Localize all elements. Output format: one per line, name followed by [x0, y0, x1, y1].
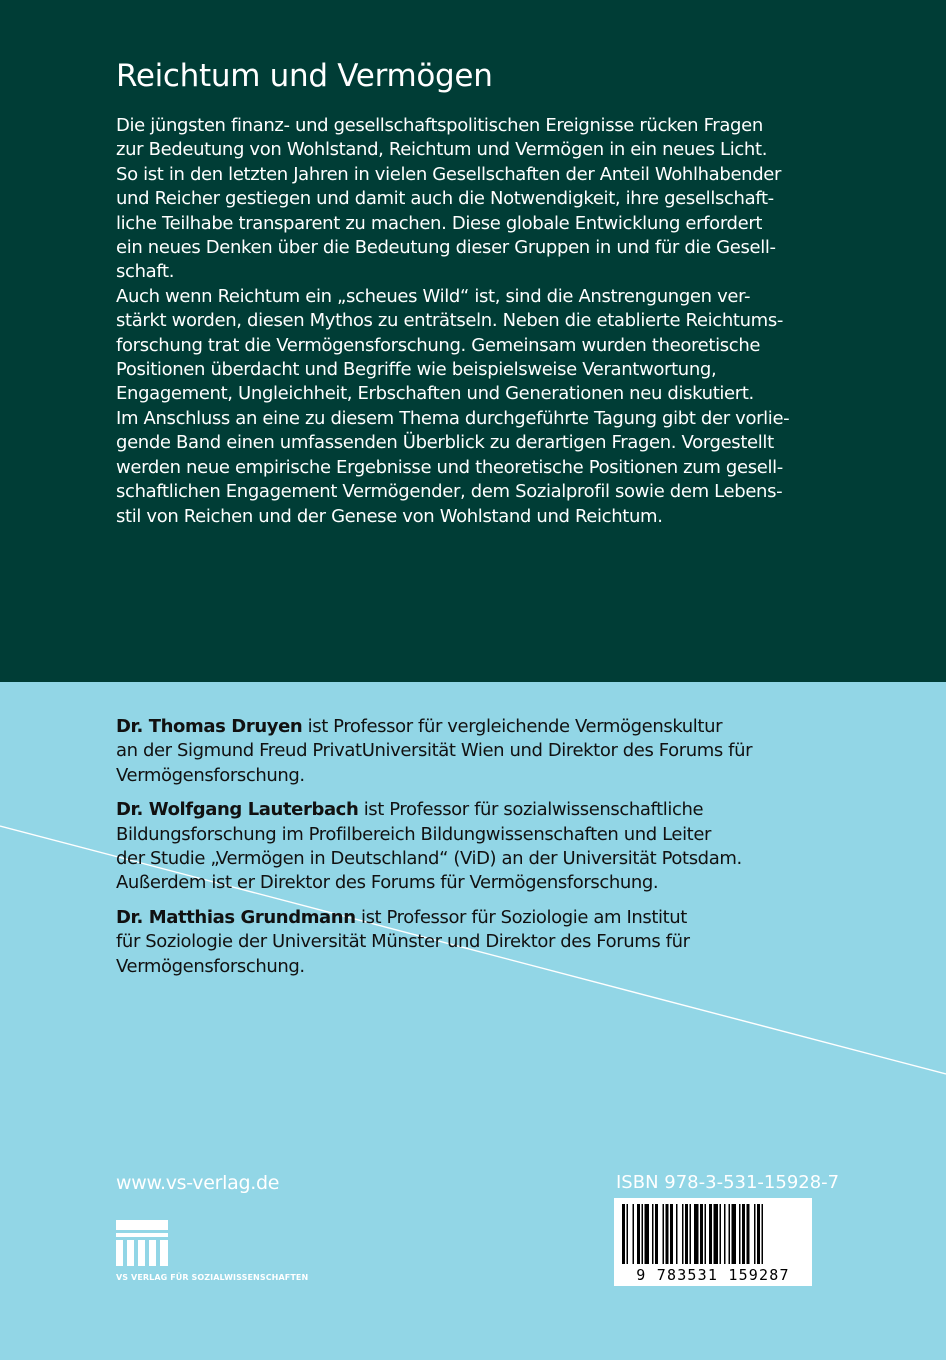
barcode-bar [729, 1204, 731, 1264]
barcode [614, 1198, 812, 1286]
blurb-line: gende Band einen umfassenden Überblick zu derartigen Fragen. Vorgestellt [116, 432, 774, 454]
blurb-line: und Reicher gestiegen und damit auch die Notwendigkeit, ihre gesellschaft- [116, 188, 774, 210]
blurb-line: werden neue empirische Ergebnisse und theoretische Positionen zum gesell- [116, 456, 783, 478]
blurb-line: schaft. [116, 261, 175, 283]
blurb-line: stil von Reichen und der Genese von Wohlstand und Reichtum. [116, 505, 663, 527]
blurb-line: So ist in den letzten Jahren in vielen Gesellschaften der Anteil Wohlhabender [116, 163, 782, 185]
barcode-bar [762, 1204, 764, 1264]
author-name: Dr. Thomas Druyen [116, 716, 303, 737]
barcode-bar [685, 1204, 688, 1264]
book-title: Reichtum und Vermögen [116, 58, 493, 94]
blurb-line: forschung trat die Vermögensforschung. Gemeinsam wurden theoretische [116, 334, 761, 356]
blurb-line: Auch wenn Reichtum ein „scheues Wild“ ist, sind die Anstrengungen ver- [116, 285, 751, 307]
blurb-line: zur Bedeutung von Wohlstand, Reichtum und Vermögen in ein neues Licht. [116, 139, 768, 161]
author-bio-text: an der Sigmund Freud PrivatUniversität Wien und Direktor des Forums für [116, 740, 753, 762]
blurb-line: ein neues Denken über die Bedeutung dieser Gruppen in und für die Gesell- [116, 237, 776, 259]
author-bio-text: ist Professor für vergleichende Vermögenskultur [302, 716, 723, 737]
barcode-bar [709, 1204, 712, 1264]
barcode-bar [622, 1204, 625, 1264]
author-panel [0, 682, 946, 1360]
barcode-bar [642, 1204, 644, 1264]
barcode-bar [724, 1204, 726, 1264]
author-bio-text: ist Professor für Soziologie am Institut [355, 906, 687, 928]
author-bios [116, 715, 836, 989]
barcode-bar [732, 1204, 737, 1264]
blurb-line: Positionen überdacht und Begriffe wie beispielsweise Verantwortung, [116, 359, 717, 381]
blurb-line: stärkt worden, diesen Mythos zu enträtseln. Neben die etablierte Reichtums- [116, 310, 784, 332]
barcode-bar [700, 1204, 703, 1264]
author-bio-text: ist Professor für sozialwissenschaftliche [358, 799, 704, 821]
author-name: Dr. Wolfgang Lauterbach [116, 799, 359, 821]
author-bio-text: der Studie „Vermögen in Deutschland“ (ViD) an der Universität Potsdam. [116, 848, 742, 870]
barcode-bar [694, 1204, 699, 1264]
barcode-bar [742, 1204, 745, 1264]
author-bio-text: Vermögensforschung. [116, 955, 305, 977]
publisher-logo-icon [116, 1220, 168, 1266]
author-bio-text: Vermögensforschung. [116, 764, 305, 786]
barcode-bar [754, 1204, 756, 1264]
blurb-line: schaftlichen Engagement Vermögender, dem Sozialprofil sowie dem Lebens- [116, 481, 783, 503]
barcode-bar [690, 1204, 692, 1264]
barcode-bar [747, 1204, 750, 1264]
author-bio-text: Bildungsforschung im Profilbereich Bildungwissenschaften und Leiter [116, 823, 712, 845]
author-bio-text: Außerdem ist er Direktor des Forums für Vermögensforschung. [116, 872, 659, 894]
barcode-bar [670, 1204, 673, 1264]
barcode-bar [655, 1204, 658, 1264]
barcode-bar [663, 1204, 665, 1264]
barcode-bar [714, 1204, 719, 1264]
barcode-bar [705, 1204, 707, 1264]
barcode-bar [682, 1204, 684, 1264]
barcode-bar [633, 1204, 635, 1264]
barcode-digits: 9 783531 159287 [636, 1266, 790, 1284]
barcode-bar [676, 1204, 678, 1264]
publisher-url[interactable]: www.vs-verlag.de [116, 1172, 280, 1194]
author-bio-text: für Soziologie der Universität Münster und Direktor des Forums für [116, 931, 690, 953]
author-name: Dr. Matthias Grundmann [116, 906, 356, 928]
publisher-logo-text: VS VERLAG FÜR SOZIALWISSENSCHAFTEN [116, 1273, 309, 1282]
blurb-line: Im Anschluss an eine zu diesem Thema durchgeführte Tagung gibt der vorlie- [116, 407, 790, 429]
barcode-bar [666, 1204, 669, 1264]
blurb-line: Die jüngsten finanz- und gesellschaftspolitischen Ereignisse rücken Fragen [116, 115, 763, 136]
barcode-bar [645, 1204, 650, 1264]
blurb-text [116, 114, 816, 529]
barcode-bar [739, 1204, 741, 1264]
blurb-line: liche Teilhabe transparent zu machen. Diese globale Entwicklung erfordert [116, 212, 763, 234]
author-bio [116, 715, 836, 788]
barcode-bar [652, 1204, 654, 1264]
blurb-line: Engagement, Ungleichheit, Erbschaften und Generationen neu diskutiert. [116, 383, 754, 405]
barcode-bar [627, 1204, 629, 1264]
isbn-number: ISBN 978-3-531-15928-7 [616, 1172, 840, 1193]
barcode-bar [720, 1204, 722, 1264]
barcode-bar [637, 1204, 640, 1264]
author-bio [116, 906, 836, 979]
barcode-bar [757, 1204, 760, 1264]
author-bio [116, 798, 836, 896]
